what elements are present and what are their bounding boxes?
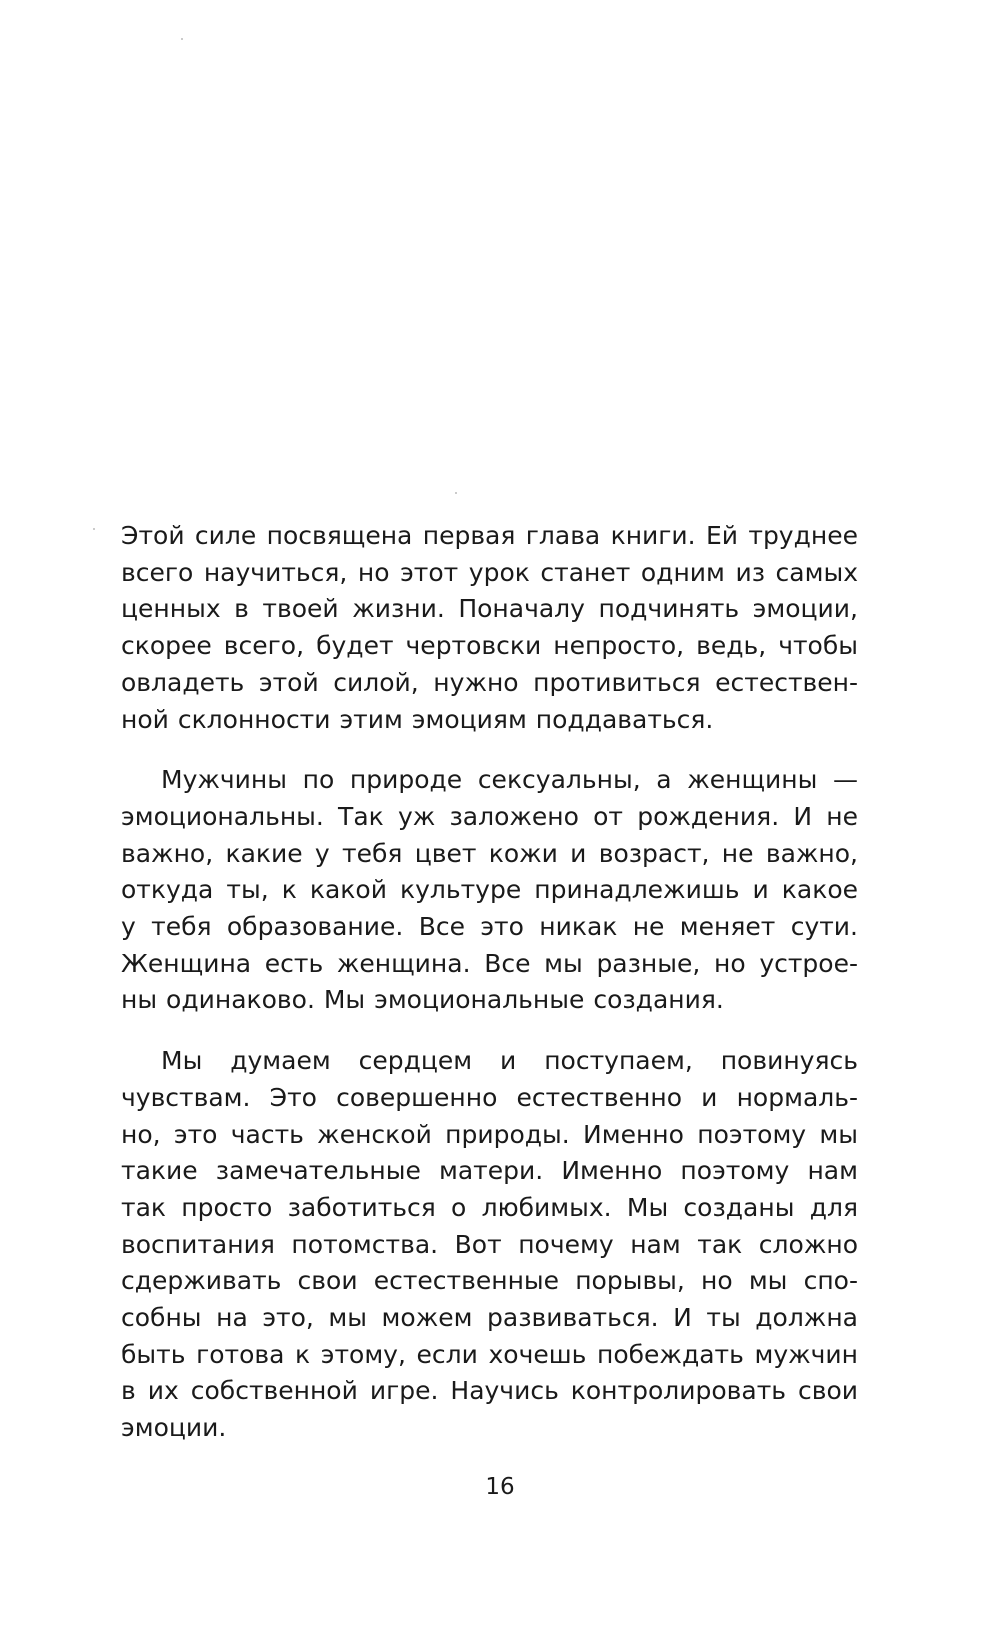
paragraph-1 xyxy=(121,518,858,738)
text-line: эмоции. xyxy=(121,1413,227,1443)
text-line: собны на это, мы можем развиваться. И ты должна xyxy=(121,1303,858,1333)
text-line: Мы думаем сердцем и поступаем, повинуясь xyxy=(161,1046,858,1076)
text-line: Мужчины по природе сексуальны, а женщины — xyxy=(161,765,858,795)
text-line: воспитания потомства. Вот почему нам так сложно xyxy=(121,1229,858,1259)
scan-speck xyxy=(181,38,183,40)
paragraph-3 xyxy=(121,1043,858,1447)
text-line: важно, какие у тебя цвет кожи и возраст, не важно, xyxy=(121,838,858,868)
paragraph-2 xyxy=(121,762,858,1019)
text-line: овладеть этой силой, нужно противиться естествен- xyxy=(121,667,858,697)
text-line: ной склонности этим эмоциям поддаваться. xyxy=(121,704,714,734)
body-text xyxy=(121,518,858,1471)
text-line: ценных в твоей жизни. Поначалу подчинять эмоции, xyxy=(121,594,858,624)
text-line: ны одинаково. Мы эмоциональные создания. xyxy=(121,985,724,1015)
text-line: но, это часть женской природы. Именно поэтому мы xyxy=(121,1119,858,1149)
text-line: чувствам. Это совершенно естественно и нормаль- xyxy=(121,1082,858,1112)
text-line: такие замечательные матери. Именно поэтому нам xyxy=(121,1156,858,1186)
text-line: откуда ты, к какой культуре принадлежишь и какое xyxy=(121,875,858,905)
text-line: у тебя образование. Все это никак не меняет сути. xyxy=(121,912,858,942)
text-line: Этой силе посвящена первая глава книги. Ей труднее xyxy=(121,521,858,550)
scan-speck xyxy=(93,528,95,530)
page-number: 16 xyxy=(485,1474,515,1500)
text-line: сдерживать свои естественные порывы, но мы спо- xyxy=(121,1266,858,1296)
scan-speck xyxy=(455,492,457,494)
text-line: Женщина есть женщина. Все мы разные, но устрое- xyxy=(121,948,858,978)
text-line: быть готова к этому, если хочешь побеждать мужчин xyxy=(121,1339,858,1369)
text-line: в их собственной игре. Научись контролировать свои xyxy=(121,1376,858,1406)
text-line: всего научиться, но этот урок станет одним из самых xyxy=(121,557,858,587)
text-line: так просто заботиться о любимых. Мы созданы для xyxy=(121,1192,858,1222)
text-line: скорее всего, будет чертовски непросто, ведь, чтобы xyxy=(121,631,858,661)
text-line: эмоциональны. Так уж заложено от рождения. И не xyxy=(121,801,858,831)
